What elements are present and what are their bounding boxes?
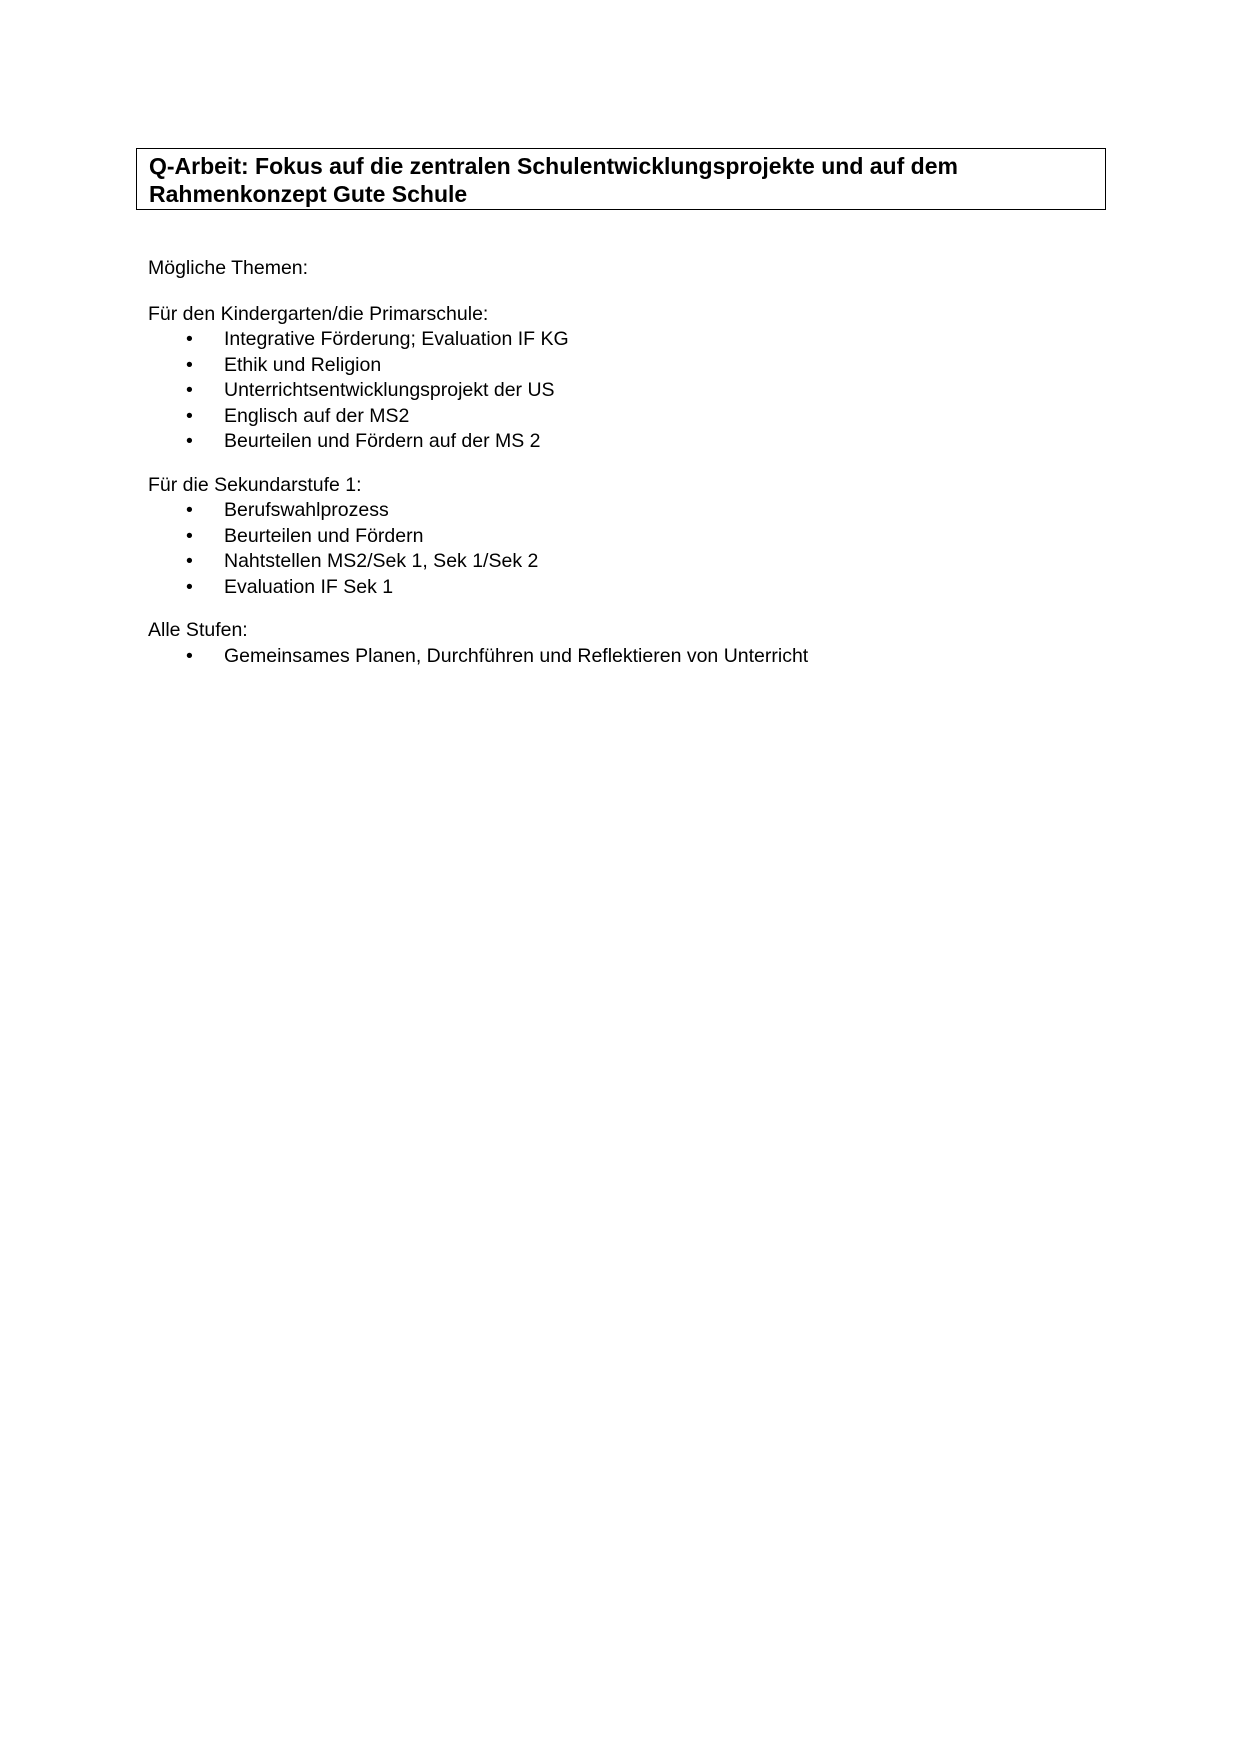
bullet-icon: • (186, 430, 193, 452)
list-item (148, 429, 1098, 455)
list-item (148, 353, 1098, 379)
list-item (148, 378, 1098, 404)
bullet-icon: • (186, 353, 193, 376)
bullet-icon: • (186, 404, 193, 427)
bullet-icon: • (186, 550, 193, 572)
bullet-icon: • (186, 328, 193, 350)
list-item (148, 327, 1098, 353)
list-item-text: Gemeinsames Planen, Durchführen und Reflektieren von Unterricht (224, 644, 809, 667)
title-box (136, 148, 1106, 210)
list-item (148, 549, 1098, 575)
list-item-text: Ethik und Religion (224, 353, 382, 376)
bullet-icon: • (186, 575, 193, 598)
list-item-text: Integrative Förderung; Evaluation IF KG (224, 328, 569, 350)
list-item-text: Englisch auf der MS2 (224, 404, 410, 427)
list-item (148, 498, 1098, 524)
document-body (148, 256, 1098, 687)
section-kindergarten-primarschule (148, 302, 1098, 455)
intro-text: Mögliche Themen: (148, 257, 309, 279)
list-item-text: Beurteilen und Fördern (224, 524, 424, 547)
bullet-icon: • (186, 644, 193, 667)
bullet-icon: • (186, 524, 193, 547)
bullet-list (148, 498, 1098, 600)
list-item-text: Beurteilen und Fördern auf der MS 2 (224, 430, 541, 452)
section-heading: Für den Kindergarten/die Primarschule: (148, 302, 489, 325)
section-heading: Alle Stufen: (148, 619, 248, 641)
list-item (148, 524, 1098, 550)
section-heading: Für die Sekundarstufe 1: (148, 473, 362, 496)
list-item (148, 644, 1098, 670)
bullet-list (148, 327, 1098, 455)
list-item (148, 575, 1098, 601)
document-title: Q-Arbeit: Fokus auf die zentralen Schulentwicklungsprojekte und auf dem Rahmenkonzept Gute Schule (149, 153, 958, 207)
bullet-icon: • (186, 379, 193, 401)
list-item-text: Nahtstellen MS2/Sek 1, Sek 1/Sek 2 (224, 550, 539, 572)
list-item-text: Unterrichtsentwicklungsprojekt der US (224, 379, 555, 401)
list-item-text: Evaluation IF Sek 1 (224, 575, 394, 598)
bullet-list (148, 644, 1098, 670)
list-item-text: Berufswahlprozess (224, 499, 389, 521)
section-sekundarstufe (148, 473, 1098, 601)
section-alle-stufen (148, 618, 1098, 669)
list-item (148, 404, 1098, 430)
bullet-icon: • (186, 499, 193, 521)
